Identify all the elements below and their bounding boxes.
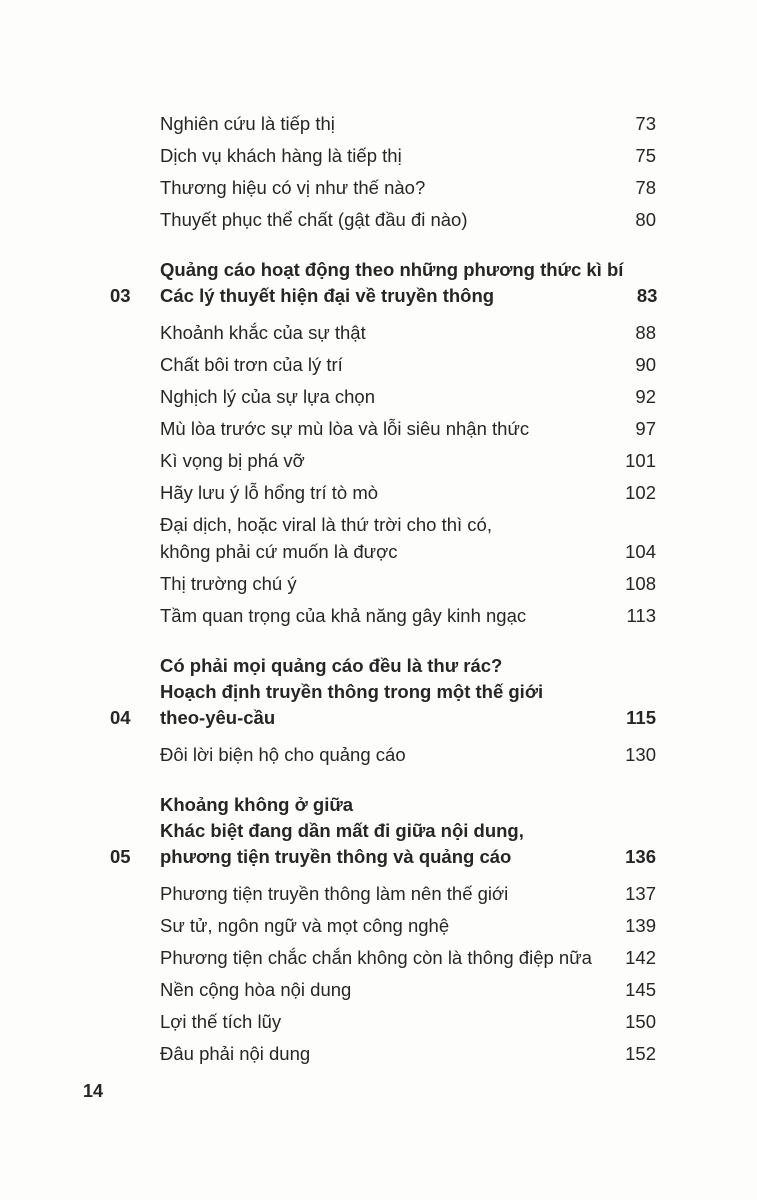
entry-title-line: Tầm quan trọng của khả năng gây kinh ngạc (160, 604, 527, 626)
entry-title-line: Nền cộng hòa nội dung (160, 978, 352, 1000)
table-of-contents (110, 107, 656, 1069)
toc-entry (110, 1005, 656, 1037)
toc-entry (110, 316, 656, 348)
chapter-title-line: Các lý thuyết hiện đại về truyền thông (160, 285, 495, 306)
entry-page: 150 (625, 1010, 656, 1032)
toc-entry (110, 738, 656, 770)
entry-title-line: Nghiên cứu là tiếp thị (160, 112, 335, 134)
chapter-title-line: Khác biệt đang dần mất đi giữa nội dung, (160, 820, 524, 841)
entry-title (160, 319, 622, 346)
entry-page: 102 (625, 481, 656, 503)
entry-title-line: Đại dịch, hoặc viral là thứ trời cho thì có, (160, 513, 492, 535)
entry-page: 130 (625, 743, 656, 765)
entry-page: 73 (635, 112, 656, 134)
toc-entry (110, 139, 656, 171)
entry-page: 142 (625, 946, 656, 968)
entry-page: 104 (625, 540, 656, 562)
entry-title (160, 976, 622, 1003)
entry-page: 88 (635, 321, 656, 343)
entry-title-line: Dịch vụ khách hàng là tiếp thị (160, 144, 402, 166)
entry-page: 145 (625, 978, 656, 1000)
entry-title-line: Nghịch lý của sự lựa chọn (160, 385, 376, 407)
entry-title (160, 741, 622, 768)
entry-title-line: không phải cứ muốn là được (160, 540, 398, 562)
entry-page: 139 (625, 914, 656, 936)
toc-entry (110, 877, 656, 909)
entry-title (160, 912, 622, 939)
toc-entry (110, 171, 656, 203)
entry-title (160, 383, 622, 410)
entry-title (160, 570, 622, 597)
entry-title-line: Sư tử, ngôn ngữ và mọt công nghệ (160, 914, 450, 936)
chapter-title-line: Hoạch định truyền thông trong một thế giới (160, 681, 544, 702)
toc-entry (110, 567, 656, 599)
entry-title (160, 206, 622, 233)
entry-page: 101 (625, 449, 656, 471)
entry-title (160, 880, 622, 907)
entry-page: 90 (635, 353, 656, 375)
entry-title (160, 479, 622, 506)
entry-title-line: Kì vọng bị phá vỡ (160, 449, 305, 471)
toc-entry (110, 444, 656, 476)
entry-title-line: Chất bôi trơn của lý trí (160, 353, 343, 375)
entry-title-line: Thương hiệu có vị như thế nào? (160, 176, 426, 198)
entry-title-line: Phương tiện truyền thông làm nên thế giới (160, 882, 509, 904)
entry-title-line: Mù lòa trước sự mù lòa và lỗi siêu nhận thức (160, 417, 530, 439)
chapter-title-line: Khoảng không ở giữa (160, 794, 354, 815)
entry-title (160, 1040, 622, 1067)
entry-title-line: Hãy lưu ý lỗ hổng trí tò mò (160, 481, 379, 503)
toc-entry (110, 203, 656, 235)
entry-title (160, 447, 622, 474)
entry-title-line: Đâu phải nội dung (160, 1042, 311, 1064)
entry-page: 97 (635, 417, 656, 439)
entry-title (160, 174, 622, 201)
chapter-title (160, 792, 622, 870)
entry-title-line: Phương tiện chắc chắn không còn là thông điệp nữa (160, 946, 592, 968)
chapter-heading (110, 792, 656, 870)
chapter-number: 04 (110, 707, 131, 728)
chapter-title-line: Quảng cáo hoạt động theo những phương thức kì bí (160, 259, 624, 280)
toc-entry (110, 941, 656, 973)
entry-page: 92 (635, 385, 656, 407)
entry-title (160, 415, 622, 442)
entry-title (160, 142, 622, 169)
entry-page: 113 (626, 604, 656, 626)
entry-title-line: Thuyết phục thể chất (gật đầu đi nào) (160, 208, 468, 230)
chapter-page: 136 (625, 846, 656, 867)
entry-title-line: Đôi lời biện hộ cho quảng cáo (160, 743, 406, 765)
chapter-heading (110, 257, 656, 309)
chapter-number: 05 (110, 846, 131, 867)
entry-title-line: Khoảnh khắc của sự thật (160, 321, 366, 343)
entry-title (160, 602, 622, 629)
entry-title (160, 1008, 622, 1035)
entry-title-line: Thị trường chú ý (160, 572, 297, 594)
entry-title (160, 944, 622, 971)
toc-entry (110, 476, 656, 508)
toc-entry (110, 973, 656, 1005)
chapter-heading (110, 653, 656, 731)
entry-page: 108 (625, 572, 656, 594)
entry-page: 152 (625, 1042, 656, 1064)
chapter-title (160, 653, 622, 731)
toc-entry (110, 508, 656, 567)
chapter-title-line: phương tiện truyền thông và quảng cáo (160, 846, 512, 867)
toc-entry (110, 348, 656, 380)
toc-entry (110, 909, 656, 941)
chapter-page: 115 (626, 707, 656, 728)
page-number: 14 (83, 1081, 104, 1101)
chapter-title-line: Có phải mọi quảng cáo đều là thư rác? (160, 655, 503, 676)
toc-entry (110, 107, 656, 139)
chapter-title (160, 257, 623, 309)
chapter-title-line: theo-yêu-cầu (160, 707, 276, 728)
entry-page: 75 (635, 144, 656, 166)
toc-entry (110, 1037, 656, 1069)
entry-title-line: Lợi thế tích lũy (160, 1010, 282, 1032)
toc-entry (110, 412, 656, 444)
chapter-number: 03 (110, 285, 131, 306)
entry-title (160, 511, 622, 565)
toc-entry (110, 380, 656, 412)
entry-page: 80 (635, 208, 656, 230)
toc-entry (110, 599, 656, 631)
chapter-page: 83 (636, 285, 658, 306)
entry-page: 137 (625, 882, 656, 904)
entry-page: 78 (635, 176, 656, 198)
entry-title (160, 110, 622, 137)
entry-title (160, 351, 622, 378)
